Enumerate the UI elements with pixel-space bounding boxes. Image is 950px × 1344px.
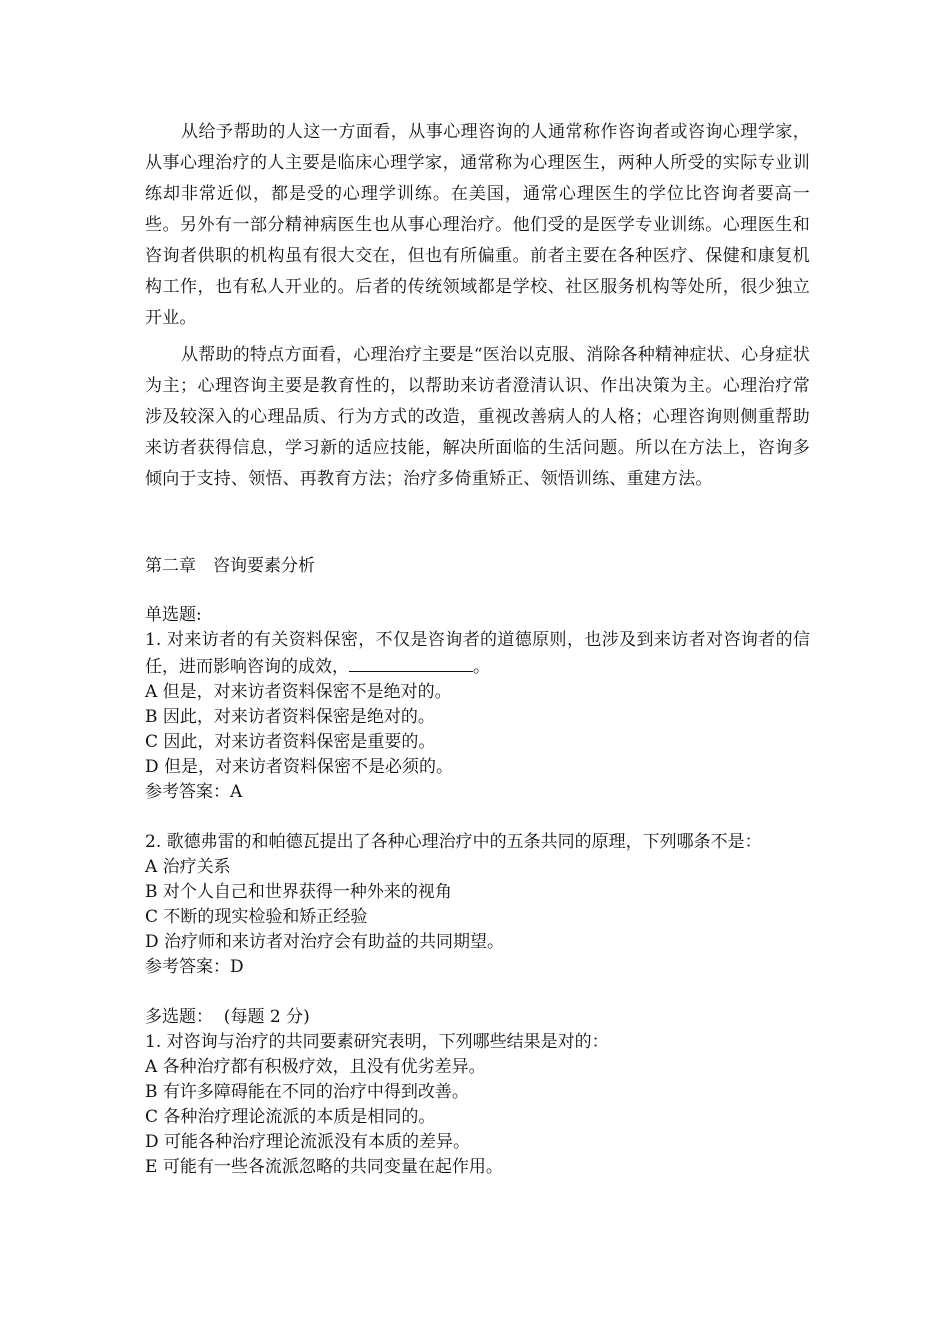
answer-blank xyxy=(349,653,473,672)
option-b: B 因此，对来访者资料保密是绝对的。 xyxy=(145,707,435,727)
spacer xyxy=(145,805,810,830)
reference-answer: 参考答案：D xyxy=(145,957,244,977)
single-choice-label: 单选题: xyxy=(145,605,202,625)
single-choice-question-2: 2. 歌德弗雷的和帕德瓦提出了各种心理治疗中的五条共同的原理，下列哪条不是： xyxy=(145,832,762,852)
option-c: C 因此，对来访者资料保密是重要的。 xyxy=(145,732,436,752)
document-page xyxy=(145,117,810,1180)
reference-answer: 参考答案：A xyxy=(145,782,243,802)
multiple-choice-label: 多选题： (每题 2 分) xyxy=(145,1007,310,1027)
option-d: D 可能各种治疗理论流派没有本质的差异。 xyxy=(145,1132,471,1152)
multiple-choice-question-1: 1. 对咨询与治疗的共同要素研究表明，下列哪些结果是对的： xyxy=(145,1032,609,1052)
question-text: 1. 对来访者的有关资料保密，不仅是咨询者的道德原则，也涉及到来访者对咨询者的信任，进而影响咨询的成效， xyxy=(145,630,810,677)
option-d: D 治疗师和来访者对治疗会有助益的共同期望。 xyxy=(145,932,505,952)
single-choice-question-1 xyxy=(145,628,810,680)
option-b: B 有许多障碍能在不同的治疗中得到改善。 xyxy=(145,1082,469,1102)
intro-paragraph-1: 从给予帮助的人这一方面看，从事心理咨询的人通常称作咨询者或咨询心理学家，从事心理治疗的人主要是临床心理学家，通常称为心理医生，两种人所受的实际专业训练却非常近似，都是受的心理学训练。在美国，通常心理医生的学位比咨询者要高一些。另外有一部分精神病医生也从事心理治疗。他们受的是医学专业训练。心理医生和咨询者供职的机构虽有很大交在，但也有所偏重。前者主要在各种医疗、保健和康复机构工作，也有私人开业的。后者的传统领域都是学校、社区服务机构等处所，很少独立开业。 xyxy=(145,122,810,328)
chapter-title: 第二章 咨询要素分析 xyxy=(145,556,315,576)
question-text-end: 。 xyxy=(473,657,490,677)
option-c: C 各种治疗理论流派的本质是相同的。 xyxy=(145,1107,436,1127)
option-e: E 可能有一些各流派忽略的共同变量在起作用。 xyxy=(145,1157,503,1177)
option-d: D 但是，对来访者资料保密不是必须的。 xyxy=(145,757,454,777)
option-c: C 不断的现实检验和矫正经验 xyxy=(145,907,368,927)
option-a: A 各种治疗都有积极疗效，且没有优劣差异。 xyxy=(145,1057,486,1077)
spacer xyxy=(145,980,810,1005)
option-a: A 治疗关系 xyxy=(145,857,231,877)
option-b: B 对个人自己和世界获得一种外来的视角 xyxy=(145,882,452,902)
intro-paragraph-2: 从帮助的特点方面看，心理治疗主要是“医治以克服、消除各种精神症状、心身症状为主；心理咨询主要是教育性的，以帮助来访者澄清认识、作出决策为主。心理治疗常涉及较深入的心理品质、行为方式的改造，重视改善病人的人格；心理咨询则侧重帮助来访者获得信息，学习新的适应技能，解决所面临的生活问题。所以在方法上，咨询多倾向于支持、领悟、再教育方法；治疗多倚重矫正、领悟训练、重建方法。 xyxy=(145,345,810,489)
option-a: A 但是，对来访者资料保密不是绝对的。 xyxy=(145,682,452,702)
